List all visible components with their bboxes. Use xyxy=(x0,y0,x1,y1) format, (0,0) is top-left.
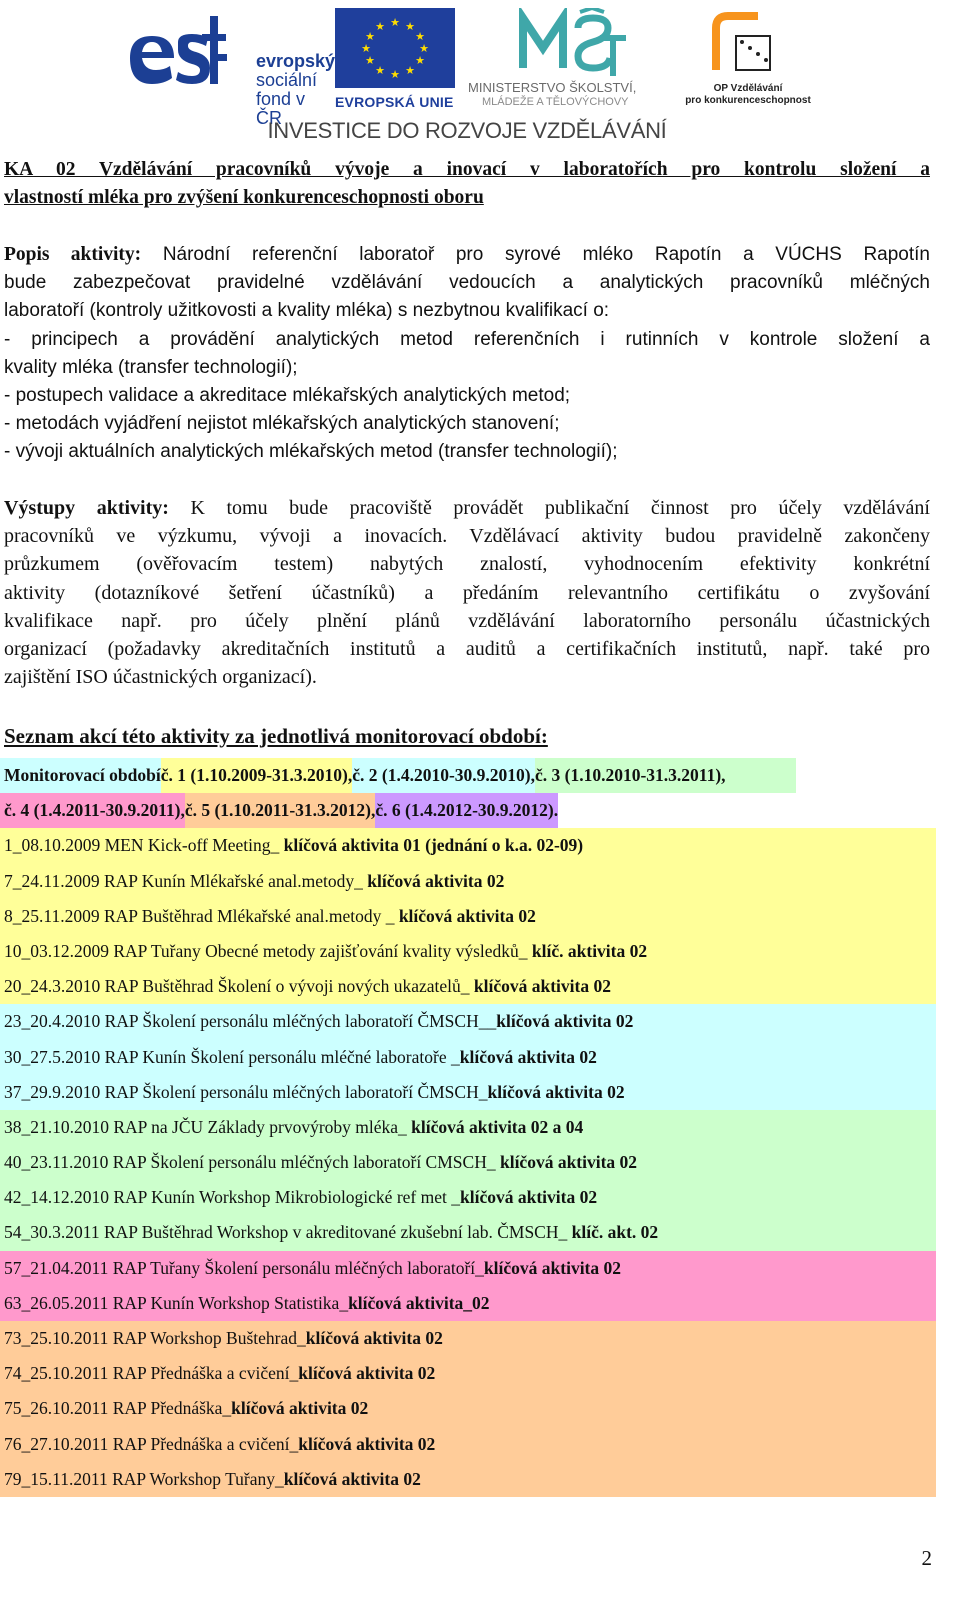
event-row xyxy=(0,1075,936,1110)
popis-line-6: - postupech validace a akreditace mlékařských analytických metod; xyxy=(4,384,571,406)
esf-line2: sociální xyxy=(256,70,318,90)
vystupy-line-7: zajištění ISO účastnických organizací). xyxy=(4,666,317,689)
event-text: 30_27.5.2010 RAP Kunín Školení personálu mléčné laboratoře _ xyxy=(4,1046,460,1067)
period-6: č. 6 (1.4.2012-30.9.2012). xyxy=(375,793,558,828)
event-text: 74_25.10.2011 RAP Přednáška a cvičení_ xyxy=(4,1363,299,1384)
vystupy-line-2: pracovníků ve výzkumu, vývoji a inovacích. Vzdělávací aktivity budou pravidelně zakončeny xyxy=(4,525,930,548)
event-key-activity: klíčová aktivita 02 xyxy=(473,976,611,997)
document-title xyxy=(4,156,930,212)
vystupy-line-1 xyxy=(4,494,930,522)
event-key-activity: klíč. aktivita 02 xyxy=(531,940,648,961)
event-text: 8_25.11.2009 RAP Buštěhrad Mlékařské anal.metody _ xyxy=(4,905,399,926)
eu-label: EVROPSKÁ UNIE xyxy=(335,94,454,110)
event-key-activity: klíčová aktivita 02 a 04 xyxy=(411,1116,584,1137)
msmt-line2: MLÁDEŽE A TĚLOVÝCHOVY xyxy=(482,96,629,108)
event-row xyxy=(0,1251,936,1286)
event-text: 38_21.10.2010 RAP na JČU Základy prvovýroby mléka_ xyxy=(4,1116,412,1137)
event-text: 10_03.12.2009 RAP Tuřany Obecné metody zajišťování kvality výsledků_ xyxy=(4,940,532,961)
event-row xyxy=(0,1110,936,1145)
event-text: 7_24.11.2009 RAP Kunín Mlékařské anal.metody_ xyxy=(4,870,368,891)
event-key-activity: klíčová aktivita 02 xyxy=(298,1363,436,1384)
event-text: 79_15.11.2011 RAP Workshop Tuřany_ xyxy=(4,1468,284,1489)
vystupy-label: Výstupy aktivity: xyxy=(4,497,169,519)
esf-line1: evropský xyxy=(256,51,336,71)
event-row xyxy=(0,1040,936,1075)
event-row xyxy=(0,828,936,863)
event-text: 37_29.9.2010 RAP Školení personálu mléčných laboratoří ČMSCH_ xyxy=(4,1081,488,1102)
event-list xyxy=(0,828,936,1497)
event-row xyxy=(0,1145,936,1180)
event-row xyxy=(0,969,936,1004)
popis-line-1-text: Národní referenční laboratoř pro syrové mléko Rapotín a VÚCHS Rapotín xyxy=(141,244,930,265)
event-row xyxy=(0,1356,936,1391)
svg-text:★: ★ xyxy=(415,54,425,67)
period-4: č. 4 (1.4.2011-30.9.2011), xyxy=(0,793,185,828)
op-logo xyxy=(683,8,823,108)
event-key-activity: klíčová aktivita 02 xyxy=(367,870,505,891)
event-key-activity: klíčová aktivita 02 xyxy=(487,1081,625,1102)
seznam-heading-text: Seznam akcí této aktivity za jednotlivá monitorovací období: xyxy=(4,724,548,748)
popis-aktivity xyxy=(4,241,930,467)
monitoring-prefix: Monitorovací období xyxy=(0,758,161,793)
event-text: 75_26.10.2011 RAP Přednáška_ xyxy=(4,1398,232,1419)
event-text: 73_25.10.2011 RAP Workshop Buštehrad_ xyxy=(4,1328,306,1348)
event-key-activity: klíčová aktivita 02 xyxy=(459,1046,597,1067)
period-3: č. 3 (1.10.2010-31.3.2011), xyxy=(535,758,796,793)
event-key-activity: klíčová aktivita 02 xyxy=(231,1398,369,1419)
title-line-1: KA 02 Vzdělávání pracovníků vývoje a inovací v laboratořích pro kontrolu složení a xyxy=(4,159,930,180)
svg-text:★: ★ xyxy=(415,30,425,43)
investice-banner: INVESTICE DO ROZVOJE VZDĚLÁVÁNÍ xyxy=(267,118,667,143)
event-row xyxy=(0,934,936,969)
event-key-activity: klíčová aktivita_02 xyxy=(348,1292,490,1313)
monitoring-periods-row-2 xyxy=(0,793,936,828)
event-row xyxy=(0,1215,936,1250)
svg-text:★: ★ xyxy=(365,30,375,43)
period-1: č. 1 (1.10.2009-31.3.2010), xyxy=(161,758,353,793)
title-line-2: vlastností mléka pro zvýšení konkurenceschopnosti oboru xyxy=(4,187,484,209)
vystupy-line-3: průzkumem (ověřovacím testem) nabytých znalostí, vyhodnocením efektivity konkrétní xyxy=(4,553,930,576)
popis-line-5: kvality mléka (transfer technologií); xyxy=(4,356,298,378)
event-row xyxy=(0,1321,936,1356)
event-row xyxy=(0,899,936,934)
esf-line3: fond v ČR xyxy=(256,89,306,128)
event-row xyxy=(0,1462,936,1497)
event-text: 20_24.3.2010 RAP Buštěhrad Školení o vývoji nových ukazatelů_ xyxy=(4,976,474,997)
event-row xyxy=(0,1180,936,1215)
event-row xyxy=(0,1004,936,1039)
event-text: 1_08.10.2009 MEN Kick-off Meeting_ xyxy=(4,835,284,856)
event-key-activity: klíčová aktivita 02 xyxy=(483,1257,622,1278)
popis-line-4: - principech a provádění analytických metod referenčních i rutinních v kontrole složení a xyxy=(4,328,930,350)
svg-text:★: ★ xyxy=(361,42,371,55)
vystupy-line-1-text: K tomu bude pracoviště provádět publikační činnost pro účely vzdělávání xyxy=(168,497,930,519)
svg-text:★: ★ xyxy=(375,64,385,77)
svg-text:★: ★ xyxy=(390,68,400,81)
event-key-activity: klíč. akt. 02 xyxy=(571,1222,659,1243)
event-row xyxy=(0,864,936,899)
msmt-line1: MINISTERSTVO ŠKOLSTVÍ, xyxy=(468,80,637,95)
vystupy-line-4: aktivity (dotazníkové šetření účastníků) a předáním relevantního certifikátu o zvyšování xyxy=(4,581,930,604)
event-key-activity: klíčová aktivita 02 xyxy=(298,1433,436,1454)
svg-text:★: ★ xyxy=(390,16,400,29)
op-line2: pro konkurenceschopnost xyxy=(685,95,811,106)
event-key-activity: klíčová aktivita 02 xyxy=(499,1152,638,1173)
svg-text:★: ★ xyxy=(419,42,429,55)
popis-line-1 xyxy=(4,241,930,269)
page-number: 2 xyxy=(921,1546,932,1570)
svg-text:★: ★ xyxy=(405,64,415,77)
event-key-activity: klíčová aktivita 02 xyxy=(460,1187,598,1208)
header-logos xyxy=(0,0,960,150)
event-text: 54_30.3.2011 RAP Buštěhrad Workshop v akreditované zkušební lab. ČMSCH_ xyxy=(4,1222,572,1243)
eu-flag-icon xyxy=(335,8,455,88)
msmt-mark-icon xyxy=(518,8,628,78)
popis-line-3: laboratoří (kontroly užitkovosti a kvality mléka) s nezbytnou kvalifikací o: xyxy=(4,300,610,322)
event-text: 63_26.05.2011 RAP Kunín Workshop Statistika_ xyxy=(4,1292,349,1313)
eu-logo xyxy=(335,8,460,110)
svg-text:★: ★ xyxy=(375,20,385,33)
vystupy-aktivity xyxy=(4,494,930,691)
event-text: 40_23.11.2010 RAP Školení personálu mléčných laboratoří CMSCH_ xyxy=(4,1152,500,1173)
op-line1: OP Vzdělávání xyxy=(713,83,783,94)
event-text: 57_21.04.2011 RAP Tuřany Školení personálu mléčných laboratoří_ xyxy=(4,1257,484,1278)
svg-text:★: ★ xyxy=(405,20,415,33)
event-row xyxy=(0,1427,936,1462)
svg-text:★: ★ xyxy=(365,54,375,67)
event-key-activity: klíčová aktivita 02 xyxy=(398,905,536,926)
period-5: č. 5 (1.10.2011-31.3.2012), xyxy=(185,793,376,828)
event-key-activity: klíčová aktivita 02 xyxy=(496,1011,634,1032)
msmt-logo xyxy=(468,8,678,108)
event-key-activity: klíčová aktivita 01 (jednání o k.a. 02-09) xyxy=(283,835,584,856)
popis-line-8: - vývoji aktuálních analytických mlékařských metod (transfer technologií); xyxy=(4,441,618,463)
popis-line-7: - metodách vyjádření nejistot mlékařských analytických stanovení; xyxy=(4,413,560,435)
popis-label: Popis aktivity: xyxy=(4,244,142,265)
event-row xyxy=(0,1286,936,1321)
period-2: č. 2 (1.4.2010-30.9.2010), xyxy=(352,758,535,793)
event-key-activity: klíčová aktivita 02 xyxy=(305,1328,443,1348)
monitoring-periods-row-1 xyxy=(0,758,936,793)
event-row xyxy=(0,1391,936,1426)
event-text: 23_20.4.2010 RAP Školení personálu mléčných laboratoří ČMSCH__ xyxy=(4,1011,497,1032)
op-mark-icon xyxy=(708,8,778,78)
vystupy-line-5: kvalifikace např. pro účely plnění plánů vzdělávání laboratorního personálu účastnických xyxy=(4,609,930,632)
event-key-activity: klíčová aktivita 02 xyxy=(283,1468,421,1489)
vystupy-line-6: organizací (požadavky akreditačních institutů a auditů a certifikačních institutů, např. také pro xyxy=(4,637,930,660)
esf-logo xyxy=(122,8,336,128)
seznam-heading xyxy=(4,722,930,750)
event-text: 76_27.10.2011 RAP Přednáška a cvičení_ xyxy=(4,1433,299,1454)
event-text: 42_14.12.2010 RAP Kunín Workshop Mikrobiologické ref met _ xyxy=(4,1187,460,1208)
monitoring-list xyxy=(0,758,936,1497)
popis-line-2: bude zabezpečovat pravidelné vzdělávání vedoucích a analytických pracovníků mléčných xyxy=(4,272,930,294)
esf-mark-icon xyxy=(122,8,227,106)
